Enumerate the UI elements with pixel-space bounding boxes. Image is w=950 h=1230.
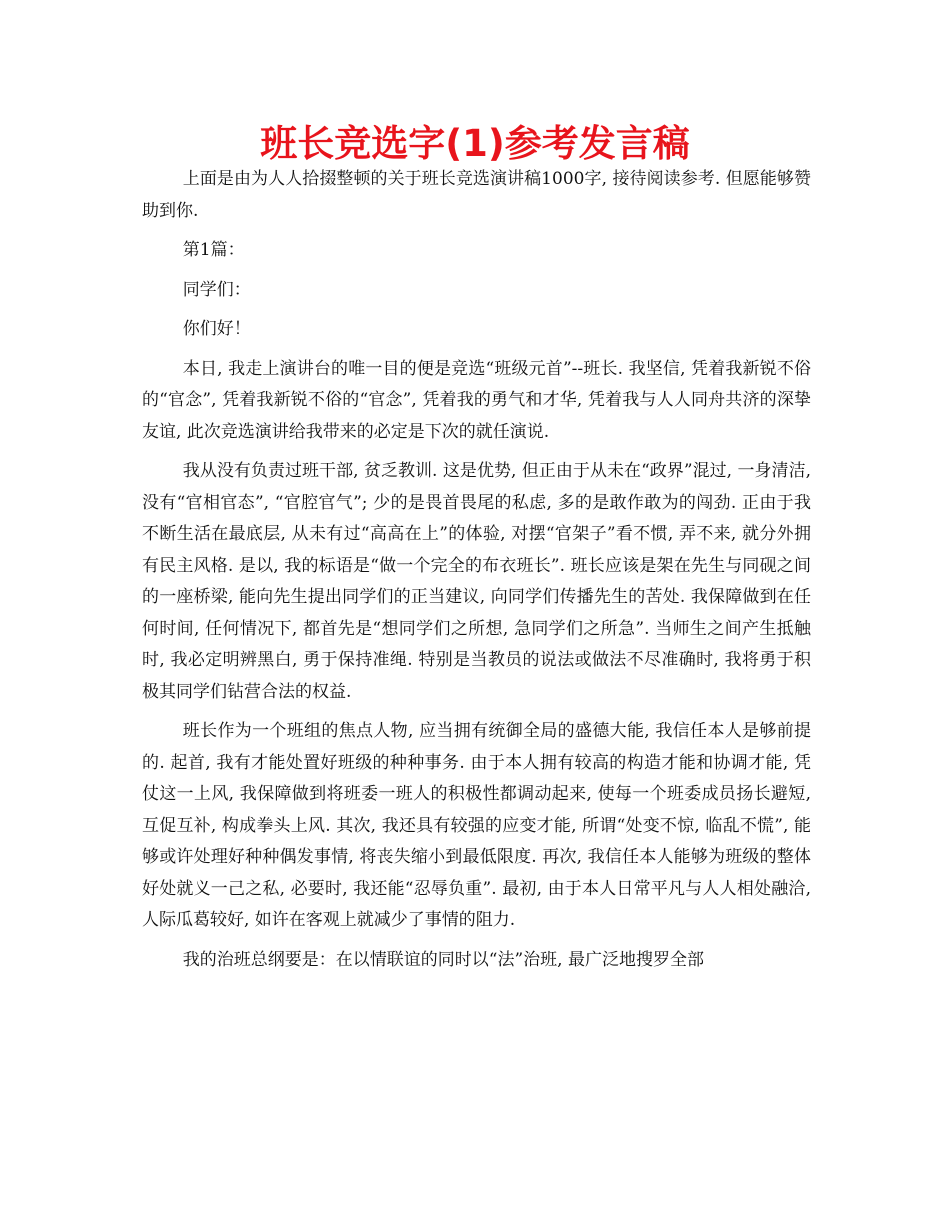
paragraph-salutation: 同学们： bbox=[182, 279, 251, 300]
paragraph-body-4: 我的治班总纲要是：在以情联谊的同时以“法”治班, 最广泛地搜罗全部 bbox=[182, 949, 704, 970]
paragraph-body-1: 本日, 我走上演讲台的唯一目的便是竞选“班级元首”--班长. 我坚信, 凭着我新锐不俗的“官念”, 凭着我新锐不俗的“官念”, 凭着我的勇气和才华, 凭着我与人人同舟共济的深挚友谊, 此次竞选演讲给我带来的必定是下次的就任演说. bbox=[142, 358, 811, 442]
paragraph-greeting: 你们好！ bbox=[182, 319, 251, 339]
paragraph-section-heading: 第1篇： bbox=[182, 240, 245, 260]
paragraph-intro: 上面是由为人人拾掇整顿的关于班长竞选演讲稿1000字, 接待阅读参考. 但愿能够赞助到你. bbox=[142, 169, 811, 221]
document-title: 班长竞选字(1)参考发言稿 bbox=[260, 122, 690, 165]
document-body bbox=[142, 164, 811, 984]
paragraph-body-3: 班长作为一个班组的焦点人物, 应当拥有统御全局的盛德大能, 我信任本人是够前提的. 起首, 我有才能处置好班级的种种事务. 由于本人拥有较高的构造才能和协调才能, 凭仗这一上风, 我保障做到将班委一班人的积极性都调动起来, 使每一个班委成员扬长避短, 互促互补, 构成拳头上风. 其次, 我还具有较强的应变才能, 所谓“处变不惊, 临乱不慌”, 能够或许处理好种种偶发事情, 将丧失缩小到最低限度. 再次, 我信任本人能够为班级的整体好处就义一己之私, 必要时, 我还能“忍辱负重”. 最初, 由于本人日常平凡与人人相处融洽, 人际瓜葛较好, 如许在客观上就减少了事情的阻力. bbox=[142, 721, 811, 930]
paragraph-body-2: 我从没有负责过班干部, 贫乏教训. 这是优势, 但正由于从未在“政界”混过, 一身清洁, 没有“官相官态”, “官腔官气”; 少的是畏首畏尾的私虑, 多的是敢作敢为的闯劲. 正由于我不断生活在最底层, 从未有过“高高在上”的体验, 对摆“官架子”看不惯, 弄不来, 就分外拥有民主风格. 是以, 我的标语是“做一个完全的布衣班长”. 班长应该是架在先生与同砚之间的一座桥梁, 能向先生提出同学们的正当建议, 向同学们传播先生的苦处. 我保障做到在任何时间, 任何情况下, 都首先是“想同学们之所想, 急同学们之所急”. 当师生之间产生抵触时, 我必定明辨黑白, 勇于保持准绳. 特别是当教员的说法或做法不尽准确时, 我将勇于积极其同学们钻营合法的权益. bbox=[142, 461, 811, 702]
